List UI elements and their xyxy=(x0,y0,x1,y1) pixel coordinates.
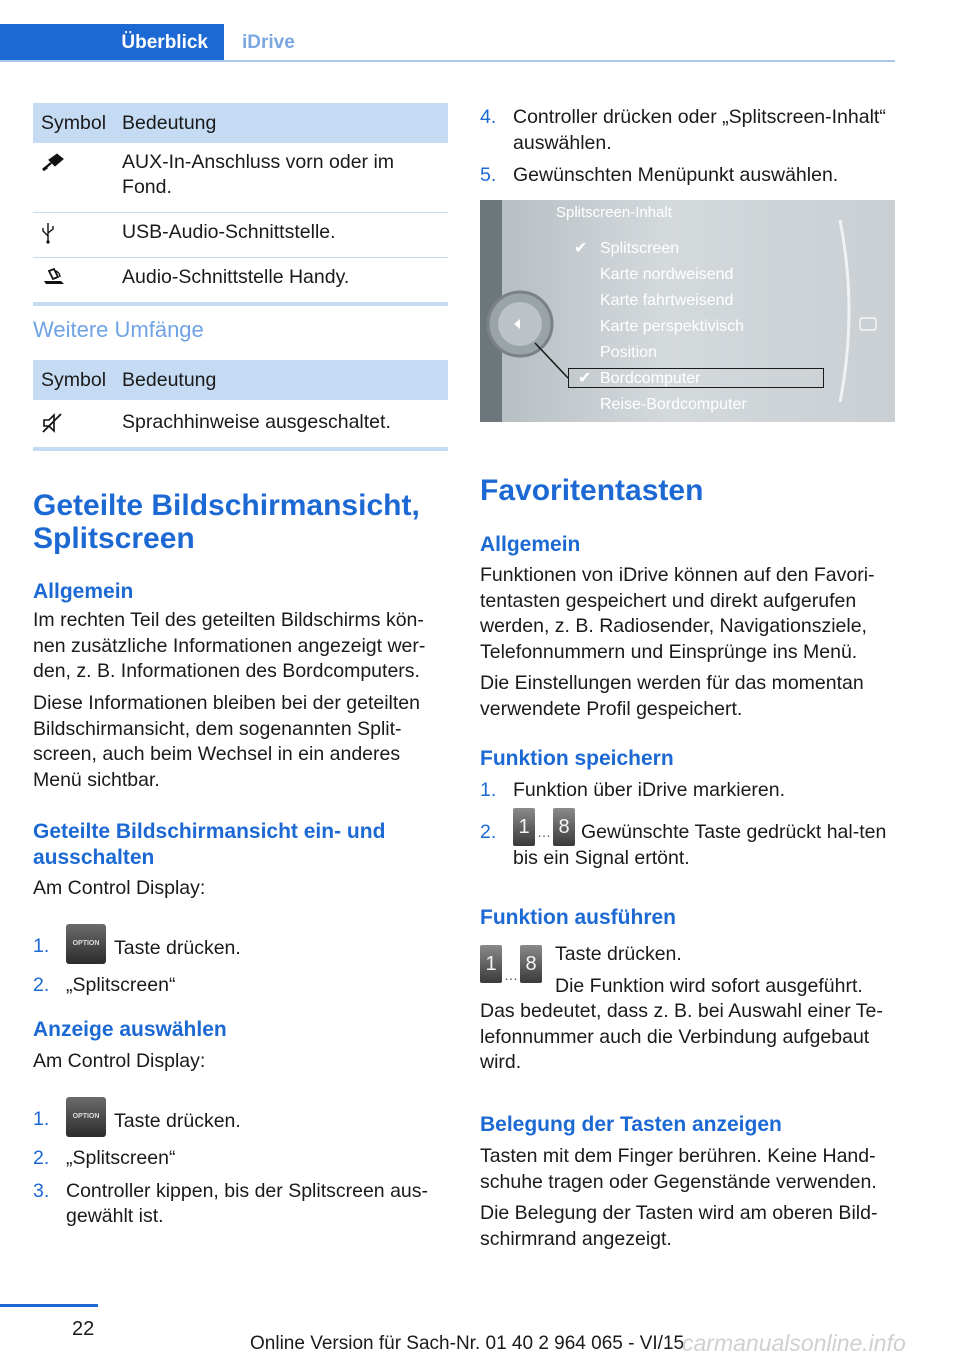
list-item: 1. OPTION Taste drücken. xyxy=(33,934,448,964)
subheading-belegung: Belegung der Tasten anzeigen xyxy=(480,1113,782,1136)
section-heading-weitere: Weitere Umfänge xyxy=(33,317,204,342)
column-header-meaning: Bedeutung xyxy=(114,360,448,400)
menu-item-bordcomputer[interactable]: ✔ Bordcomputer xyxy=(600,366,747,392)
list-item: 2. „Splitscreen“ xyxy=(33,974,176,996)
row-text: Audio-Schnittstelle Handy. xyxy=(114,258,448,305)
paragraph: Im rechten Teil des geteilten Bildschirms kön-nen zusätzliche Informationen angezeigt wer-den, z. B. Informationen des Bordcomputers. xyxy=(33,609,426,682)
splitscreen-menu-screenshot xyxy=(480,200,895,422)
subheading-speichern: Funktion speichern xyxy=(480,747,674,770)
menu-item[interactable]: Reise-Bordcomputer xyxy=(600,396,747,413)
steps-speichern xyxy=(480,778,895,878)
section-heading-favoriten: Favoritentasten xyxy=(480,474,704,507)
paragraph: Diese Informationen bleiben bei der geteilten Bildschirmansicht, dem sogenannten Split-screen, auch beim Wechsel in ein anderes Menü sichtbar. xyxy=(33,692,421,791)
list-item: 4. Controller drücken oder „Splitscreen-Inhalt“ auswählen. xyxy=(480,106,886,154)
subheading-allgemein: Allgemein xyxy=(33,580,134,603)
watermark: carmanualsonline.info xyxy=(682,1330,906,1356)
paragraph: Am Control Display: xyxy=(33,877,206,899)
subheading-anzeige: Anzeige auswählen xyxy=(33,1018,227,1041)
favorite-keys-icon: 1 … 8 xyxy=(480,945,542,983)
favorite-key-8-icon: 8 xyxy=(553,808,575,846)
aux-plug-icon xyxy=(41,152,65,172)
column-header-symbol: Symbol xyxy=(33,103,114,143)
menu-item-splitscreen[interactable]: ✔ Splitscreen xyxy=(600,236,747,262)
paragraph: Tasten mit dem Finger berühren. Keine Hand-schuhe tragen oder Gegenstände verwenden. xyxy=(480,1145,877,1193)
menu-item[interactable]: Karte perspektivisch xyxy=(600,318,745,335)
paragraph: Taste drücken. xyxy=(555,943,682,965)
menu-item[interactable]: Karte fahrtweisend xyxy=(600,292,734,309)
checkmark-icon: ✔ xyxy=(574,240,588,257)
table-row xyxy=(33,143,448,213)
screen-title: Splitscreen-Inhalt xyxy=(556,204,672,221)
online-version-note: Online Version für Sach-Nr. 01 40 2 964 065 - VI/15 xyxy=(250,1333,685,1354)
paragraph: Die Funktion wird sofort ausgeführt. xyxy=(555,975,863,997)
subheading-onoff: Geteilte Bildschirmansicht ein- und ausschalten xyxy=(33,820,386,869)
paragraph: Die Einstellungen werden für das momentan verwendete Profil gespeichert. xyxy=(480,672,864,720)
table-row xyxy=(33,258,448,305)
menu-item[interactable]: Karte nordweisend xyxy=(600,266,734,283)
row-text: Sprachhinweise ausgeschaltet. xyxy=(114,400,448,449)
speech-off-icon xyxy=(41,412,63,434)
table-row xyxy=(33,213,448,258)
tab-idrive[interactable]: iDrive xyxy=(242,32,295,53)
subheading-allgemein: Allgemein xyxy=(480,533,581,556)
symbol-table-audio xyxy=(33,103,448,306)
header-tabs xyxy=(0,24,895,62)
steps-continued xyxy=(480,105,895,196)
list-item: 1. OPTION Taste drücken. xyxy=(33,1107,448,1137)
favorite-key-1-icon: 1 xyxy=(513,808,535,846)
paragraph: Das bedeutet, dass z. B. bei Auswahl einer Te-lefonnummer auch die Verbindung aufgebaut wird. xyxy=(480,1000,883,1073)
subheading-ausfuehren: Funktion ausführen xyxy=(480,906,676,929)
row-text: USB-Audio-Schnittstelle. xyxy=(114,213,448,258)
screen-menu xyxy=(574,236,747,418)
menu-item[interactable]: Position xyxy=(600,344,657,361)
usb-icon xyxy=(41,222,55,244)
list-item: 2. 1 … 8 Gewünschte Taste gedrückt hal-ten bis ein Signal ertönt. xyxy=(480,820,895,872)
steps-onoff xyxy=(33,934,448,1006)
list-item: 1. Funktion über iDrive markieren. xyxy=(480,779,786,801)
list-item: 5. Gewünschten Menüpunkt auswählen. xyxy=(480,164,839,186)
steps-anzeige xyxy=(33,1107,448,1237)
footer-rule xyxy=(0,1304,98,1307)
list-item: 2. „Splitscreen“ xyxy=(33,1147,176,1169)
table-row xyxy=(33,400,448,449)
section-heading-splitscreen: Geteilte Bildschirmansicht, Splitscreen xyxy=(33,489,420,555)
tab-ueberblick[interactable]: Überblick xyxy=(0,24,224,60)
column-header-meaning: Bedeutung xyxy=(114,103,448,143)
paragraph: Am Control Display: xyxy=(33,1050,206,1072)
column-header-symbol: Symbol xyxy=(33,360,114,400)
option-button-icon: OPTION xyxy=(66,1097,106,1137)
symbol-table-other xyxy=(33,360,448,451)
paragraph: Die Belegung der Tasten wird am oberen Bild-schirmrand angezeigt. xyxy=(480,1202,878,1250)
page-number: 22 xyxy=(72,1318,95,1340)
list-item: 3. Controller kippen, bis der Splitscreen aus-gewählt ist. xyxy=(33,1179,429,1227)
checkmark-icon: ✔ xyxy=(578,370,592,387)
phone-audio-icon xyxy=(41,267,67,287)
option-button-icon: OPTION xyxy=(66,924,106,964)
paragraph: Funktionen von iDrive können auf den Favori-tentasten gespeichert und direkt aufgerufen werden, z. B. Radiosender, Navigationsziele, Telefonnummern und Einsprünge ins Menü. xyxy=(480,564,875,663)
selection-highlight xyxy=(568,368,824,388)
row-text: AUX-In-Anschluss vorn oder im Fond. xyxy=(114,143,448,213)
